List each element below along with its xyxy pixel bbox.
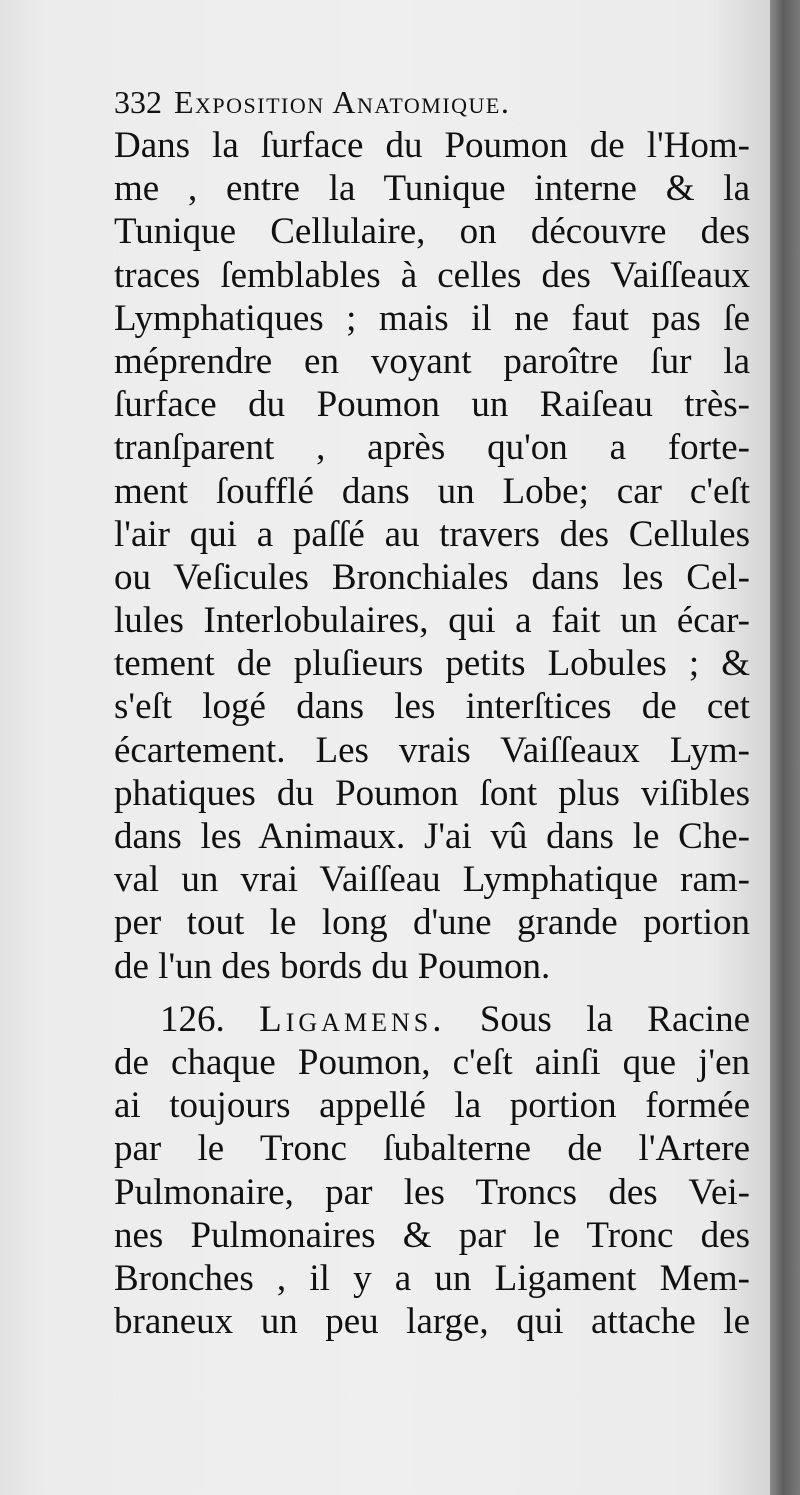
text-line: traces ſemblables à celles des Vaiſſeaux [114, 254, 750, 296]
text-line: Lymphatiques ; mais il ne faut pas ſe [114, 297, 750, 339]
page-edge-shadow [770, 0, 800, 1495]
text-line: ſurface du Poumon un Raiſeau très- [114, 384, 750, 426]
section-number: 126. [160, 998, 225, 1040]
text-line: lules Interlobulaires, qui a fait un écar- [114, 600, 750, 642]
page-number: 332 [114, 84, 162, 120]
text-line: tranſparent , après qu'on a forte- [114, 427, 750, 469]
text-line: Tunique Cellulaire, on découvre des [114, 211, 750, 253]
text-line: méprendre en voyant paroître ſur la [114, 340, 750, 382]
text-line: me , entre la Tunique interne & la [114, 168, 750, 210]
running-title: Exposition Anatomique. [174, 84, 511, 120]
text-line: Bronches , il y a un Ligament Mem- [114, 1257, 750, 1299]
text-line: tement de pluſieurs petits Lobules ; & [114, 643, 750, 685]
text-span: Sous la Racine [479, 998, 750, 1040]
text-line: Dans la ſurface du Poumon de l'Hom- [114, 125, 750, 166]
text-line: per tout le long d'une grande portion [114, 902, 750, 944]
text-line: de l'un des bords du Poumon. [114, 945, 551, 987]
paragraph-2-first-line [114, 998, 750, 1041]
text-line: ou Veſicules Bronchiales dans les Cel- [114, 556, 750, 598]
running-head [114, 80, 750, 124]
text-line: phatiques du Poumon ſont plus viſibles [114, 772, 750, 814]
section-heading: Ligamens. [259, 998, 446, 1040]
page-text [114, 80, 750, 1343]
text-line: ment ſoufflé dans un Lobe; car c'eſt [114, 470, 750, 512]
text-line: ai toujours appellé la portion formée [114, 1085, 750, 1127]
text-line: écartement. Les vrais Vaiſſeaux Lym- [114, 729, 750, 771]
text-line: braneux un peu large, qui attache le [114, 1301, 750, 1343]
text-line: val un vrai Vaiſſeau Lymphatique ram- [114, 859, 750, 901]
text-line: dans les Animaux. J'ai vû dans le Che- [114, 816, 750, 857]
text-line: Pulmonaire, par les Troncs des Vei- [114, 1171, 750, 1213]
text-line: s'eſt logé dans les interſtices de cet [114, 686, 750, 728]
text-line: nes Pulmonaires & par le Tronc des [114, 1214, 750, 1256]
text-line: l'air qui a paſſé au travers des Cellules [114, 513, 750, 555]
paragraph-1 [114, 124, 750, 988]
paragraph-2 [114, 998, 750, 1344]
text-line: de chaque Poumon, c'eſt ainſi que j'en [114, 1041, 750, 1083]
text-line: par le Tronc ſubalterne de l'Artere [114, 1128, 750, 1170]
